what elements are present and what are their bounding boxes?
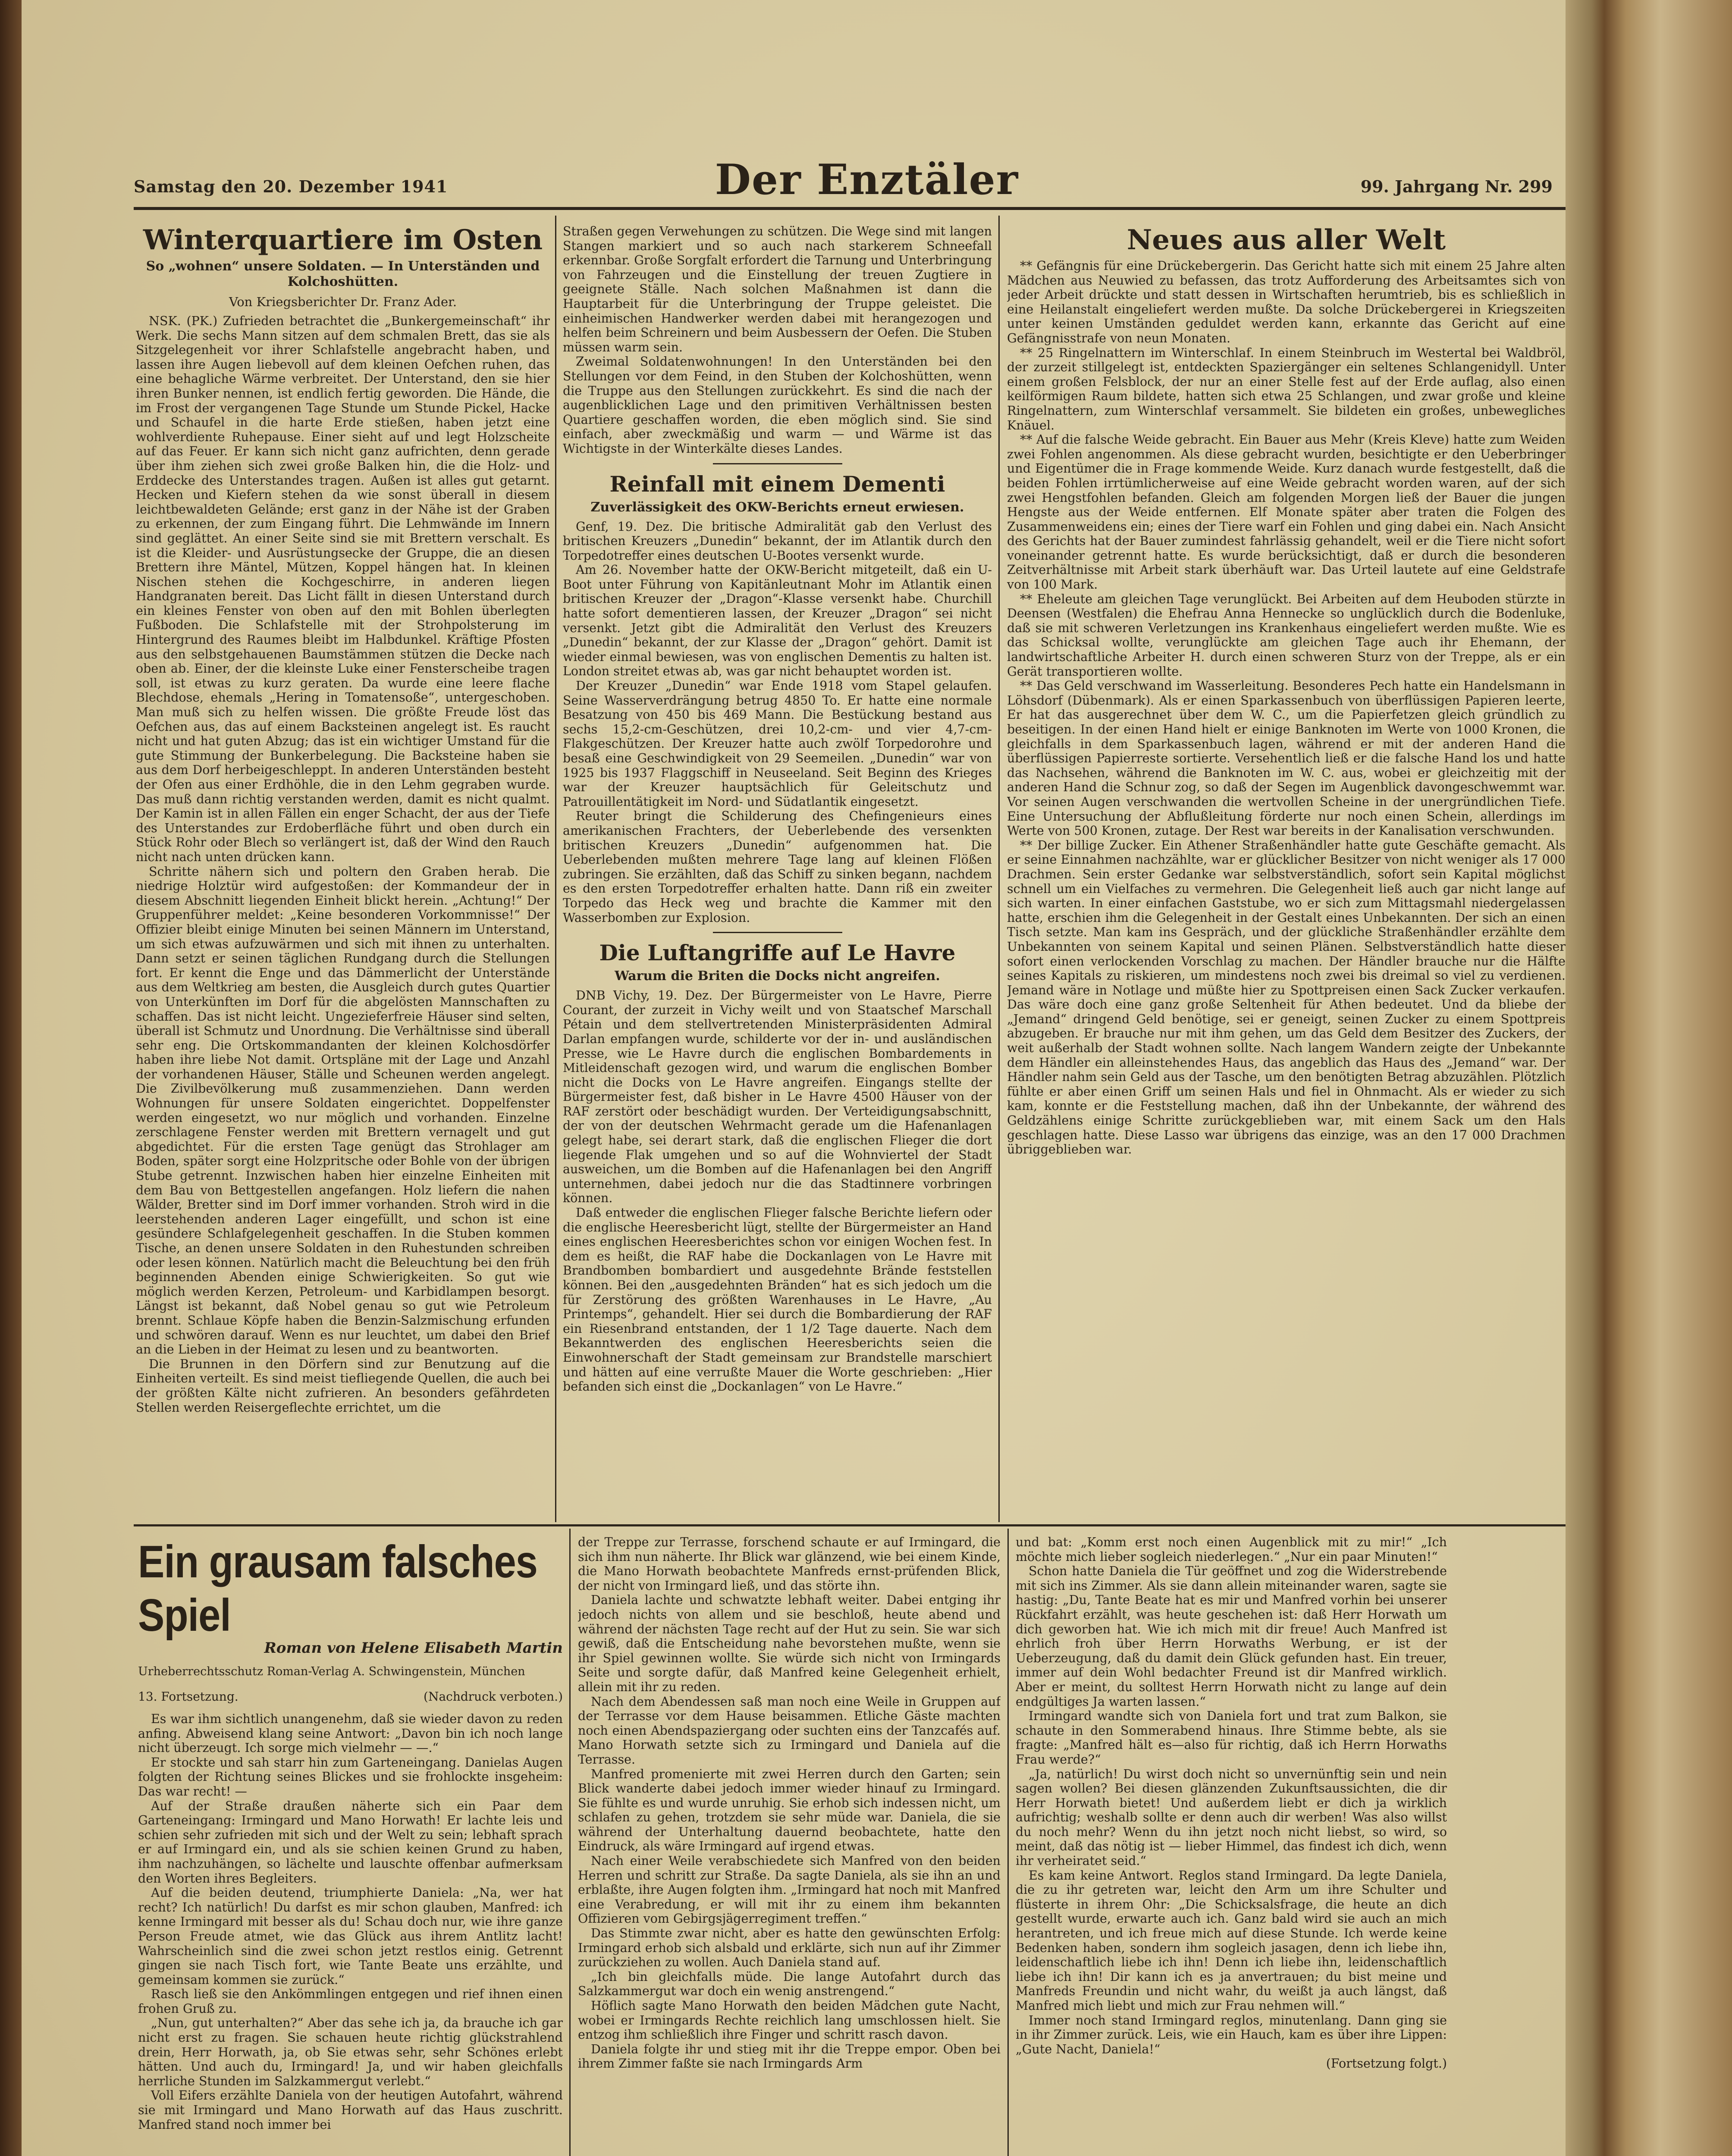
subheadline-dementi: Zuverlässigkeit des OKW-Berichts erneut erwiesen. [590,499,964,515]
issue-number: 99. Jahrgang Nr. 299 [1360,177,1553,196]
headline-le-havre: Die Luftangriffe auf Le Havre [599,940,956,966]
book-binding-left [0,0,22,2156]
novel-title: Ein grausam falsches Spiel [138,1536,537,1641]
installment-label: 13. Fortsetzung. [138,1689,238,1704]
paragraph: Daniela lachte und schwatzte lebhaft weiter. Dabei entging ihr jedoch nichts von allem und sie beschloß, heute abend und während der nächsten Tage recht auf der Hut zu sein. Sie war sich gewiß, daß die Entscheidung nahe bevorstehen mußte, wenn sie ihr Spiel gewinnen wollte. Sie würde sich nicht von Irmingards Seite und sorgte dafür, daß Manfred keine Gelegenheit erhielt, allein mit ihr zu reden. [578,1593,1001,1694]
novel-column-rule-1 [569,1529,571,2156]
paragraph: Am 26. November hatte der OKW-Bericht mitgeteilt, daß ein U-Boot unter Führung von Kapitänleutnant Mohr im Atlantik einen britischen Kreuzer der „Dragon“-Klasse versenkt habe. Churchill hatte sofort dementieren lassen, der Kreuzer „Dragon“ sei nicht versenkt. Jetzt gibt die Admiralität den Verlust des Kreuzers „Dunedin“ bekannt, der zur Klasse der „Dragon“ gehört. Damit ist wieder einmal bewiesen, was von englischen Dementis zu halten ist. London streitet etwas ab, was gar nicht behauptet worden ist. [563,563,992,679]
novel-column-2 [578,1535,1001,2156]
reprint-notice: (Nachdruck verboten.) [424,1689,563,1704]
news-item: ** Auf die falsche Weide gebracht. Ein Bauer aus Mehr (Kreis Kleve) hatte zum Weiden zwei Fohlen angenommen. Als diese gebracht wurden, besichtigte er den Ueberbringer und Eigentümer die in Frage kommende Weide. Kurz danach wurde festgestellt, daß die beiden Fohlen irrtümlicherweise auf eine Weide gebracht worden waren, auf der sich zwei Hengstfohlen befanden. Gleich am folgenden Morgen ließ der Bauer die jungen Hengste aus der Weide entfernen. Elf Monate später aber traten die Folgen des Zusammenweidens ein; eines der Tiere warf ein Fohlen und ging dabei ein. Nach Ansicht des Gerichts hat der Bauer zumindest fahrlässig gehandelt, weil er die Tiere nicht sofort voneinander getrennt hatte. Es wurde berücksichtigt, daß er durch die besonderen Zeitverhältnisse mit Arbeit stark überhäuft war. Das Urteil lautete auf eine Geldstrafe von 100 Mark. [1007,432,1566,592]
paragraph: Nach dem Abendessen saß man noch eine Weile in Gruppen auf der Terrasse vor dem Hause beisammen. Etliche Gäste machten noch einen Abendspaziergang oder suchten eins der Tanzcafés auf. Mano Horwath setzte sich zu Irmingard und Daniela auf die Terrasse. [578,1694,1001,1767]
paragraph: Er stockte und sah starr hin zum Garteneingang. Danielas Augen folgten der Richtung seines Blickes und sie frohlockte insgeheim: Das war recht! — [138,1755,563,1799]
byline: Von Kriegsberichter Dr. Franz Ader. [229,295,457,309]
paragraph: „Nun, gut unterhalten?“ Aber das sehe ich ja, da brauche ich gar nicht erst zu fragen. Sie schauen heute richtig glückstrahlend drein, Herr Horwath, ja, ob Sie etwas sehr, sehr Schönes erlebt hätten. Und auch du, Irmingard! Ja, und wir haben gleichfalls herrliche Stunden im Salzkammergut verlebt.“ [138,2016,563,2088]
news-item: ** 25 Ringelnattern im Winterschlaf. In einem Steinbruch im Westertal bei Waldbröl, der zurzeit stillgelegt ist, entdeckten Spaziergänger ein seltenes Schlangenidyll. Unter einem großen Felsblock, der nur an einer Stelle fest auf der Erde auflag, also einen keilförmigen Raum bildete, hatten sich etwa 25 Schlangen, und zwar große und kleine Ringelnattern, zum Winterschlaf versammelt. Sie bildeten ein großes, unbewegliches Knäuel. [1007,345,1566,432]
column-rule-2 [998,216,1000,1522]
paragraph: Nach einer Weile verabschiedete sich Manfred von den beiden Herren und schritt zur Straße. Da sagte Daniela, als sie ihn an und erblaßte, ihre Augen folgten ihm. „Irmingard hat noch mit Manfred eine Verabredung, er will mit ihr zu einem ihm bekannten Offizieren vom Gebirgsjägerregiment treffen.“ [578,1854,1001,1926]
paragraph: Schritte nähern sich und poltern den Graben herab. Die niedrige Holztür wird aufgestoßen: der Kommandeur der in diesem Abschnitt liegenden Einheit blickt herein. „Achtung!“ Der Gruppenführer meldet: „Keine besonderen Vorkommnisse!“ Der Offizier bleibt einige Minuten bei seinen Männern im Unterstand, um sich etwas aufzuwärmen und sich mit ihnen zu unterhalten. Dann setzt er seinen täglichen Rundgang durch die Stellungen fort. Er kennt die Enge und das Dämmerlicht der Unterstände aus dem Weltkrieg am besten, die Ausgleich durch gutes Quartier von Unterkünften im Dorf für die abgelösten Mannschaften zu schaffen. Das ist nicht leicht. Ungezieferfreie Häuser sind selten, überall ist Schmutz und Unordnung. Die Verhältnisse sind überall sehr eng. Die Ortskommandanten der kleinen Kolchosdörfer haben ihre liebe Not damit. Ortspläne mit der Lage und Anzahl der vorhandenen Häuser, Ställe und Scheunen werden angelegt. Die Zivilbevölkerung muß zusammenziehen. Dann werden Wohnungen für unsere Soldaten eingerichtet. Doppelfenster werden eingesetzt, wo nur möglich und vorhanden. Einzelne zerschlagene Fenster werden mit Brettern vernagelt und gut abgedichtet. Für die ersten Tage genügt das Strohlager am Boden, später sorgt eine Holzpritsche oder Bohle von der übrigen Stube getrennt. Inzwischen haben hier einzelne Einheiten mit dem Bau von Bettgestellen angefangen. Holz liefern die nahen Wälder, Bretter sind im Dorf immer vorhanden. Stroh wird in die leerstehenden anderen Lager eingefüllt, und schon ist eine gesündere Schlafgelegenheit geschaffen. In die Stuben kommen Tische, an denen unsere Soldaten in den Ruhestunden schreiben oder lesen können. Natürlich macht die Beleuchtung bei den früh beginnenden Abenden einige Schwierigkeiten. So gut wie möglich werden Kerzen, Petroleum- und Karbidlampen besorgt. Längst ist bekannt, daß Nobel genau so gut wie Petroleum brennt. Schlaue Köpfe haben die Benzin-Salzmischung erfunden und schwören darauf. Wenn es nur leuchtet, um dabei den Brief an die Lieben in der Heimat zu lesen und zu beantworten. [136,864,550,1357]
paragraph: NSK. (PK.) Zufrieden betrachtet die „Bunkergemeinschaft“ ihr Werk. Die sechs Mann sitzen auf dem schmalen Brett, das sie als Sitzgelegenheit vor ihrer Schlafstelle angebracht haben, und lassen ihre Augen liebevoll auf dem kleinen Oefchen ruhen, das eine behagliche Wärme verbreitet. Der Unterstand, den sie hier ihren Bunker nennen, ist endlich fertig geworden. Die Hände, die im Frost der vergangenen Tage Stunde um Stunde Pickel, Hacke und Schaufel in die harte Erde stießen, haben jetzt eine wohlverdiente Ruhepause. Einer sieht auf und legt Holzscheite auf das Feuer. Er kann sich nicht ganz aufrichten, denn gerade über ihm ziehen sich zwei große Balken hin, die die Holz- und Erddecke des Unterstandes tragen. Außen ist alles gut getarnt. Hecken und Kiefern stehen da wie sonst überall in diesem leichtbewaldeten Gelände; erst ganz in der Nähe ist der Graben zu erkennen, der zum Eingang führt. Die Lehmwände im Innern sind geglättet. An einer Seite sind sie mit Brettern verschalt. Es ist die Kleider- und Ausrüstungsecke der Gruppe, die an diesen Brettern ihre Mäntel, Mützen, Koppel hängen hat. In kleinen Nischen stehen die Kochgeschirre, in anderen liegen Handgranaten bereit. Das Licht fällt in diesen Unterstand durch ein kleines Fenster von oben auf den mit Bohlen überlegten Fußboden. Die Schlafstelle mit der Strohpolsterung im Hintergrund des Raumes bleibt im Halbdunkel. Kräftige Pfosten aus den selbstgehauenen Baumstämmen stützen die Decke nach oben ab. Einer, der die kleinste Luke einer Fensterscheibe tragen soll, ist etwas zu kurz geraten. Da wurde eine leere flache Blechdose, ehemals „Hering in Tomatensoße“, untergeschoben. Man muß sich zu helfen wissen. Die größte Freude löst das Oefchen aus, das auf einem Backsteinen angelegt ist. Es raucht nicht und hat guten Abzug; das ist ein wichtiger Umstand für die gute Stimmung der Bunkerbelegung. Die Backsteine haben sie aus dem Dorf herbeigeschleppt. In anderen Unterständen besteht der Ofen aus einer Erdhöhle, die in den Lehm gegraben wurde. Das muß dann richtig verstanden werden, damit es nicht qualmt. Der Kamin ist in allen Fällen ein enger Schacht, der aus der Tiefe des Unterstandes zur Erdoberfläche führt und oben durch ein Stück Rohr oder Blech so verlängert ist, daß der Wind den Rauch nicht nach unten drücken kann. [136,314,550,864]
paragraph: Es kam keine Antwort. Reglos stand Irmingard. Da legte Daniela, die zu ihr getreten war, leicht den Arm um ihre Schulter und flüsterte in ihrem Ohr: „Die Schicksalsfrage, die heute an dich gestellt wurde, erwarte auch ich. Ganz bald wird sie auch an mich herantreten, und ich freue mich auf diese Stunde. Ich werde keine Bedenken haben, sondern ihm sogleich jasagen, denn ich liebe ihn, leidenschaftlich liebe ich ihn! Denn ich liebe ihn, leidenschaftlich liebe ich ihn! Dir kann ich es ja anvertrauen; du bist meine und Manfreds Freundin und nicht wahr, du weißt ja auch längst, daß Manfred mich liebt und mich zur Frau nehmen will.“ [1016,1868,1447,2013]
newspaper-title: Der Enztäler [715,155,1019,204]
article-neues-aus-aller-welt [1007,224,1566,1518]
paragraph: Straßen gegen Verwehungen zu schützen. Die Wege sind mit langen Stangen markiert und so auch nach starkerem Schneefall erkennbar. Große Sorgfalt erfordert die Tarnung und Unterbringung von Fahrzeugen und die Einstellung der treuen Zugtiere in geeignete Ställe. Nach solchen Maßnahmen ist dann die Hauptarbeit für die Unterbringung der Truppe geleistet. Die einheimischen Handwerker werden dabei mit herangezogen und helfen beim Schreinern und beim Ausbessern der Oefen. Die Stuben müssen warm sein. [563,224,992,354]
novel-column-1 [138,1535,563,2156]
headline-dementi: Reinfall mit einem Dementi [609,471,945,497]
paragraph: Das Stimmte zwar nicht, aber es hatte den gewünschten Erfolg: Irmingard erhob sich alsbald und erklärte, sich nun auf ihr Zimmer zurückziehen zu wollen. Auch Daniela stand auf. [578,1926,1001,1970]
column-rule-1 [555,216,556,1522]
paragraph: Genf, 19. Dez. Die britische Admiralität gab den Verlust des britischen Kreuzers „Dunedin“ bekannt, der im Atlantik durch den Torpedotreffer eines deutschen U-Bootes versenkt wurde. [563,519,992,563]
news-item: ** Gefängnis für eine Drückebergerin. Das Gericht hatte sich mit einem 25 Jahre alten Mädchen aus Neuwied zu befassen, das trotz Aufforderung des Arbeitsamtes sich von jeder Arbeit drückte und statt dessen in Wirtschaften herumtrieb, bis es schließlich in eine Heilanstalt eingeliefert werden mußte. Da solche Drückebergerei in Kriegszeiten unter keinen Umständen geduldet werden kann, erkannte das Gericht auf eine Gefängnisstrafe von neun Monaten. [1007,259,1566,345]
issue-date: Samstag den 20. Dezember 1941 [134,177,448,196]
paragraph: Höflich sagte Mano Horwath den beiden Mädchen gute Nacht, wobei er Irmingards Rechte reichlich lang umschlossen hielt. Sie entzog ihm schließlich ihre Finger und schritt rasch davon. [578,1999,1001,2042]
paragraph: Auf der Straße draußen näherte sich ein Paar dem Garteneingang: Irmingard und Mano Horwath! Er lachte leis und schien sehr zufrieden mit sich und der Welt zu sein; lebhaft sprach er auf Irmingard ein, und als sie schien keinen Grund zu haben, ihm nachzuhängen, so lächelte und lauschte offenbar aufmerksam den Worten ihres Begleiters. [138,1799,563,1886]
news-item: ** Das Geld verschwand im Wasserleitung. Besonderes Pech hatte ein Handelsmann in Löhsdorf (Dübenmark). Als er einen Sparkassenbuch von überflüssigen Papieren leerte, Er hat das ausgerechnet über dem W. C., um die Papierfetzen gleich gründlich zu beseitigen. In der einen Hand hielt er einige Banknoten im Werte von 1000 Kronen, die gleichfalls in dem Sparkassenbuch lagen, während er mit der anderen Hand die überflüssigen Papierreste sortierte. Versehentlich ließ er die falsche Hand los und hatte das Nachsehen, während die Banknoten im W. C. aus, wobei er gleichzeitig mit der anderen Hand die Schnur zog, so daß der Segen im Augenblick davongeschwemmt war. Vor seinen Augen verschwanden die wertvollen Scheine in der unergründlichen Tiefe. Eine Untersuchung der Abflußleitung förderte nur noch einen Schein, allerdings im Werte von 500 Kronen, zutage. Der Rest war bereits in der Kanalisation verschwunden. [1007,679,1566,838]
section-rule [134,1524,1566,1526]
column-2 [563,224,992,1518]
article-winterquartiere [136,224,550,1518]
paragraph: Die Brunnen in den Dörfern sind zur Benutzung auf die Einheiten verteilt. Es sind meist tiefliegende Quellen, die auch bei der größten Kälte nicht zufrieren. An besonders gefährdeten Stellen werden Reisergeflechte errichtet, um die [136,1357,550,1415]
paragraph: und bat: „Komm erst noch einen Augenblick mit zu mir!“ „Ich möchte mich lieber sogleich niederlegen.“ „Nur ein paar Minuten!“ [1016,1535,1447,1564]
headline: Winterquartiere im Osten [143,224,543,256]
paragraph: Irmingard wandte sich von Daniela fort und trat zum Balkon, sie schaute in den Sommerabend hinaus. Ihre Stimme bebte, als sie fragte: „Manfred hält es—also für richtig, daß ich Herrn Horwaths Frau werde?“ [1016,1709,1447,1767]
novel-author: Roman von Helene Elisabeth Martin [264,1639,563,1657]
paragraph: Zweimal Soldatenwohnungen! In den Unterständen bei den Stellungen vor dem Feind, in den Stuben der Kolchoshütten, wenn die Truppe aus den Stellungen zurückkehrt. Es sind die nach der augenblicklichen Lage und den primitiven Verhältnissen besten Quartiere geschaffen worden, die eben möglich sind. Sie sind einfach, aber zweckmäßig und warm — und Wärme ist das Wichtigste in der Winterkälte dieses Landes. [563,354,992,456]
paragraph: „Ja, natürlich! Du wirst doch nicht so unvernünftig sein und nein sagen wollen? Bei diesen glänzenden Zukunftsaussichten, die dir Herr Horwath bietet! Und außerdem liebt er dich ja wirklich aufrichtig; weshalb sollte er denn auch dir werben! Was also willst du noch mehr? Wenn du ihn jetzt noch nicht liebst, so wird, so meint, daß das nötig ist — lieber Himmel, das findest ich dich, wenn ihr verheiratet seid.“ [1016,1767,1447,1868]
subheadline-le-havre: Warum die Briten die Docks nicht angreifen. [615,968,940,984]
paragraph: Manfred promenierte mit zwei Herren durch den Garten; sein Blick wanderte dabei jedoch immer wieder hinauf zu Irmingard. Sie fühlte es und wurde unruhig. Sie erhob sich indessen nicht, um schlafen zu gehen, trotzdem sie sehr müde war. Daniela, die sie während der Unterhaltung dauernd beobachtete, hatte den Eindruck, als wäre Irmingard auf irgend etwas. [578,1767,1001,1854]
headline: Neues aus aller Welt [1126,224,1446,256]
paragraph: Daß entweder die englischen Flieger falsche Berichte liefern oder die englische Heeresbericht lügt, stellte der Bürgermeister an Hand eines englischen Heeresberichtes schon vor einigen Wochen fest. In dem es heißt, die RAF habe die Dockanlagen von Le Havre mit Brandbomben bombardiert und ausgedehnte Brände feststellen können. Bei den „ausgedehnten Bränden“ hat es sich jedoch um die für Zerstörung des größten Warenhauses in Le Havre, „Au Printemps“, gehandelt. Hier sei durch die Bombardierung der RAF ein Riesenbrand entstanden, der 1 1/2 Tage dauerte. Nach dem Bekanntwerden des englischen Heeresberichts seien die Einwohnerschaft der Stadt gemeinsam zur Brandstelle marschiert und hätten auf eine verrußte Mauer die Worte geschrieben: „Hier befanden sich einst die „Dockanlagen“ von Le Havre.“ [563,1206,992,1394]
article-separator [713,463,842,464]
novel-column-3 [1016,1535,1447,2156]
article-separator [713,932,842,933]
paragraph: Reuter bringt die Schilderung des Chefingenieurs eines amerikanischen Frachters, der Ueberlebende des versenkten britischen Kreuzers „Dunedin“ aufgenommen hat. Die Ueberlebenden mußten mehrere Tage lang auf kleinen Flößen zubringen. Sie erzählten, daß das Schiff zu sinken begann, nachdem es den ersten Torpedotreffer erhalten hatte. Dann riß ein zweiter Torpedo das Heck weg und brachte die Kammer mit den Wasserbomben zur Explosion. [563,809,992,925]
paragraph: DNB Vichy, 19. Dez. Der Bürgermeister von Le Havre, Pierre Courant, der zurzeit in Vichy weilt und von Staatschef Marschall Pétain und dem stellvertretenden Ministerpräsidenten Admiral Darlan empfangen wurde, schilderte vor der in- und ausländischen Presse, wie Le Havre durch die englischen Bombardements in Mitleidenschaft gezogen wird, und warum die englischen Bomber nicht die Docks von Le Havre angreifen. Eingangs stellte der Bürgermeister fest, daß bisher in Le Havre 4500 Häuser von der RAF zerstört oder beschädigt wurden. Der Verteidigungsabschnitt, der von der deutschen Wehrmacht gerade um die Hafenanlagen gelegt habe, sei derart stark, daß die englischen Flieger die dort liegende Flak umgehen und so auf die Wohnviertel der Stadt ausweichen, um die Bomben auf die Hafenanlagen bei den Angriff unternehmen, dabei jedoch nur die das Stadtinnere vorbringen können. [563,988,992,1206]
paragraph: Rasch ließ sie den Ankömmlingen entgegen und rief ihnen einen frohen Gruß zu. [138,1987,563,2016]
news-item: ** Eheleute am gleichen Tage verunglückt. Bei Arbeiten auf dem Heuboden stürzte in Deensen (Westfalen) die Ehefrau Anna Hennecke so unglücklich durch die Bodenluke, daß sie mit schweren Verletzungen ins Krankenhaus eingeliefert werden mußte. Wie es das Schicksal wollte, verunglückte am gleichen Tage auch ihr Ehemann, der landwirtschaftliche Arbeiter H. durch einen schweren Sturz von der Treppe, als er ein Gerät transportieren wollte. [1007,592,1566,679]
paragraph: Der Kreuzer „Dunedin“ war Ende 1918 vom Stapel gelaufen. Seine Wasserverdrängung betrug 4850 To. Er hatte eine normale Besatzung von 450 bis 469 Mann. Die Bestückung bestand aus sechs 15,2-cm-Geschützen, drei 10,2-cm- und vier 4,7-cm-Flakgeschützen. Der Kreuzer hatte auch zwölf Torpedorohre und besaß eine Geschwindigkeit von 29 Seemeilen. „Dunedin“ war von 1925 bis 1937 Flaggschiff in Neuseeland. Seit Beginn des Krieges war der Kreuzer hauptsächlich für Geleitschutz und Patrouillentätigkeit im Nord- und Südatlantik eingesetzt. [563,679,992,809]
newspaper-page [22,0,1566,2156]
masthead [134,155,1566,207]
novel-installment-row [138,1689,563,1704]
continuation-note: (Fortsetzung folgt.) [1326,2056,1447,2071]
paragraph: Daniela folgte ihr und stieg mit ihr die Treppe empor. Oben bei ihrem Zimmer faßte sie nach Irmingards Arm [578,2042,1001,2071]
subheadline: So „wohnen“ unsere Soldaten. — In Unterständen und Kolchoshütten. [146,259,540,289]
paragraph: „Ich bin gleichfalls müde. Die lange Autofahrt durch das Salzkammergut war doch ein wenig anstrengend.“ [578,1969,1001,1999]
novel-copyright: Urheberrechtsschutz Roman-Verlag A. Schwingenstein, München [138,1665,525,1678]
masthead-rule [134,207,1566,210]
paragraph: Voll Eifers erzählte Daniela von der heutigen Autofahrt, während sie mit Irmingard und Mano Horwath auf das Haus zuschritt. Manfred stand noch immer bei [138,2088,563,2132]
news-item: ** Der billige Zucker. Ein Athener Straßenhändler hatte gute Geschäfte gemacht. Als er seine Einnahmen nachzählte, war er glücklicher Besitzer von nicht weniger als 17 000 Drachmen. Sein erster Gedanke war selbstverständlich, sofort sein Kapital möglichst schnell um ein Vielfaches zu vermehren. Die Gelegenheit ließ auch gar nicht lange auf sich warten. In einer einfachen Gaststube, wo er sich zum Mittagsmahl niedergelassen hatte, erschien ihm die Gelegenheit in der Gestalt eines Unbekannten. Der sich an einen Tisch setzte. Man kam ins Gespräch, und der glückliche Straßenhändler erzählte dem Unbekannten von seinem Kapital und seinen Plänen. Selbstverständlich hatte dieser sofort einen verlockenden Vorschlag zu machen. Der Händler brauche nur die Hälfte seines Kapitals zu riskieren, um mindestens noch zwei bis dreimal so viel zu verdienen. Jemand wäre in Notlage und müßte hier zu Spottpreisen einen Sack Zucker verkaufen. Das wäre doch eine ganz große Seltenheit für Athen bedeutet. Und da bliebe der „Jemand“ dringend Geld benötige, sei er geneigt, seinen Zucker zu einem Spottpreis abzugeben. Er brauche nur mit ihm gehen, um das Geld dem Besitzer des Zuckers, der weit außerhalb der Stadt wohnen sollte. Nach langem Wandern zeigte der Unbekannte dem Händler ein alleinstehendes Haus, das angeblich das Haus des „Jemand“ war. Der Händler nahm sein Geld aus der Tasche, um den benötigten Betrag abzuzählen. Plötzlich fühlte er aber einen Griff um seinen Hals und fiel in Ohnmacht. Als er wieder zu sich kam, konnte er die Feststellung machen, daß ihn der Unbekannte, der während des Geldzählens einige Schritte zurückgeblieben war, mit einem Sack um den Hals geschlagen hatte. Diese Lasso war übrigens das einzige, was an den 17 000 Drachmen übriggeblieben war. [1007,838,1566,1157]
novel-column-rule-2 [1007,1529,1009,2156]
paragraph: der Treppe zur Terrasse, forschend schaute er auf Irmingard, die sich ihm nun näherte. Ihr Blick war glänzend, wie bei einem Kinde, die Mano Horwath beobachtete Manfreds ernst-prüfenden Blick, der nicht von Irmingard ließ, und das störte ihn. [578,1535,1001,1593]
paragraph: Immer noch stand Irmingard reglos, minutenlang. Dann ging sie in ihr Zimmer zurück. Leis, wie ein Hauch, kam es über ihre Lippen: „Gute Nacht, Daniela!“ [1016,2013,1447,2056]
paragraph: Es war ihm sichtlich unangenehm, daß sie wieder davon zu reden anfing. Abweisend klang seine Antwort: „Davon bin ich noch lange nicht überzeugt. Ich sorge mich vielmehr — —.“ [138,1712,563,1755]
paragraph: Schon hatte Daniela die Tür geöffnet und zog die Widerstrebende mit sich ins Zimmer. Als sie dann allein miteinander waren, sagte sie hastig: „Du, Tante Beate hat es mir und Manfred vorhin bei unserer Rückfahrt erzählt, was heute geschehen ist: daß Herr Horwath um dich geworben hat. Wie ich mich mit dir freue! Auch Manfred ist ehrlich froh über Herrn Horwaths Werbung, er ist der Ueberzeugung, daß du damit dein Glück gefunden hast. Ein treuer, immer auf dein Wohl bedachter Freund ist dir Manfred wirklich. Aber er meint, du solltest Herrn Horwath nicht zu lange auf dein endgültiges Ja warten lassen.“ [1016,1564,1447,1709]
book-binding-right [1566,0,1732,2156]
paragraph: Auf die beiden deutend, triumphierte Daniela: „Na, wer hat recht? Ich natürlich! Du darfst es mir schon glauben, Manfred: ich kenne Irmingard mit besser als du! Schau doch nur, wie ihre ganze Person Freude atmet, wie das Glück aus ihrem Antlitz lacht! Wahrscheinlich sind die zwei schon jetzt restlos einig. Getrennt gingen sie nach Tisch fort, wie Tante Beate uns erzählte, und gemeinsam kommen sie zurück.“ [138,1886,563,1987]
